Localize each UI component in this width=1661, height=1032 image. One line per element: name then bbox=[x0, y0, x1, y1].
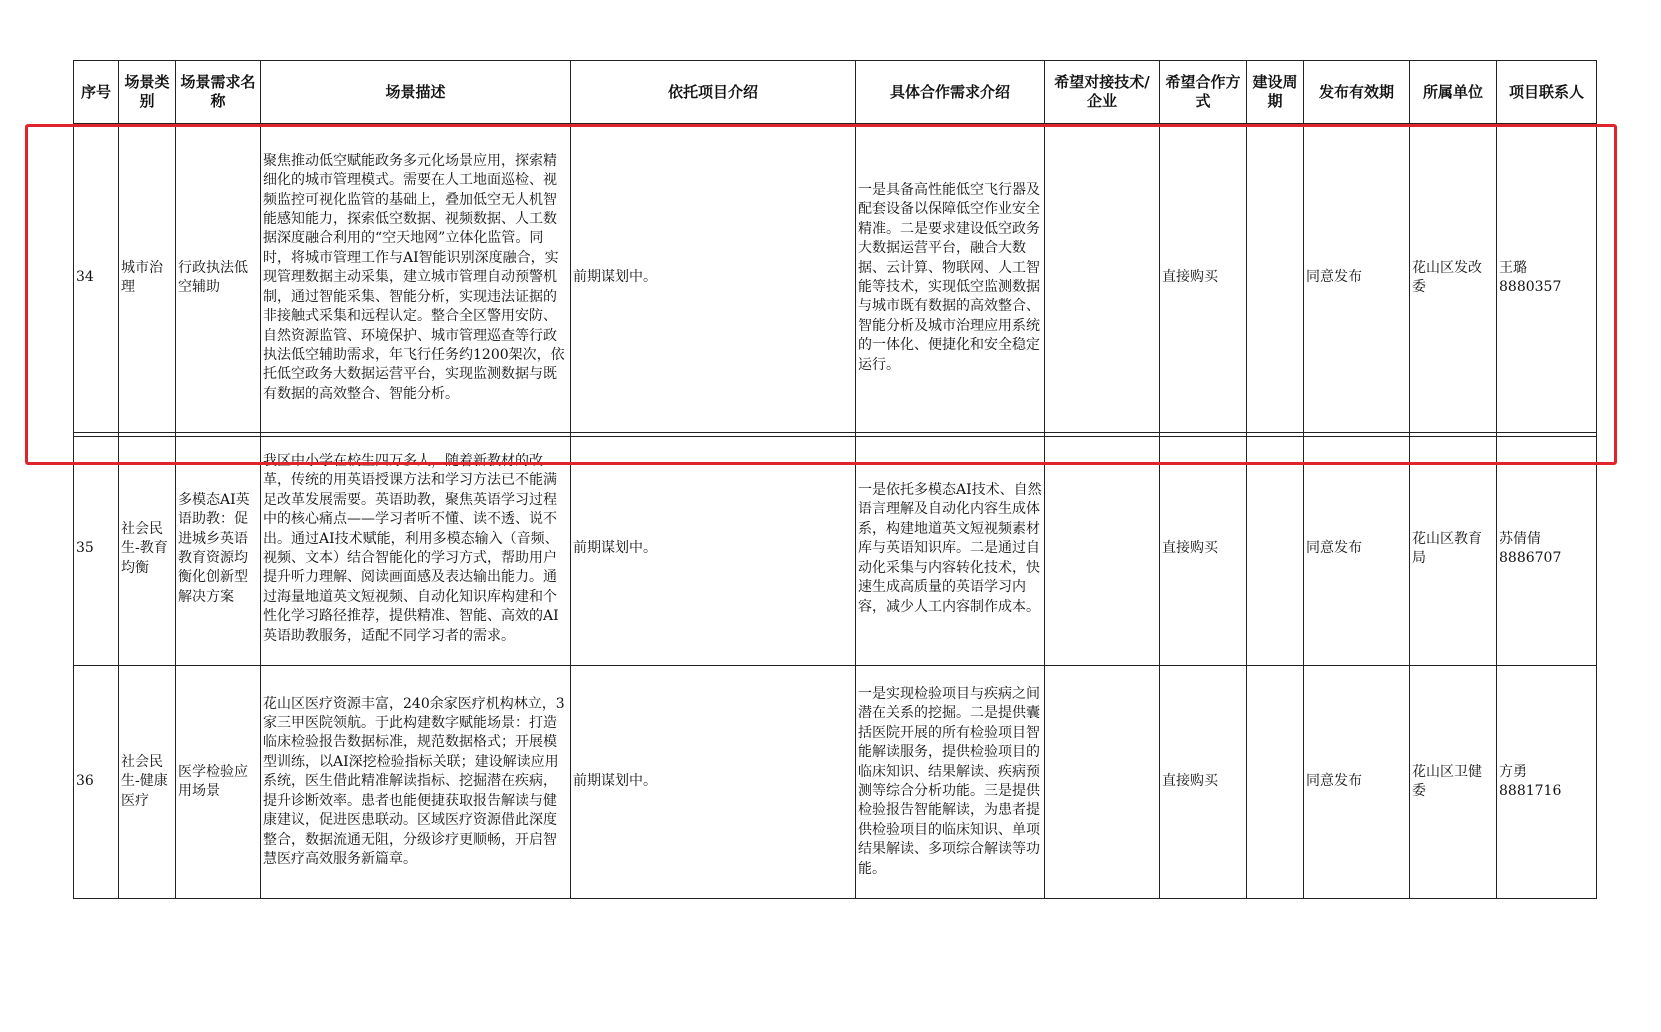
header-period: 建设周期 bbox=[1247, 61, 1304, 124]
cell-cooperation: 一是实现检验项目与疾病之间潜在关系的挖掘。二是提供囊括医院开展的所有检验项目智能解读服务，提供检验项目的临床知识、结果解读、疾病预测等综合分析功能。三是提供检验报告智能解读，为患者提供检验项目的临床知识、单项结果解读、多项综合解读等功能。 bbox=[856, 666, 1045, 899]
table-row bbox=[74, 124, 1597, 433]
cell-validity: 同意发布 bbox=[1304, 124, 1410, 433]
header-validity: 发布有效期 bbox=[1304, 61, 1410, 124]
cell-category: 城市治理 bbox=[119, 124, 176, 433]
cell-tech bbox=[1045, 666, 1160, 899]
contact-phone: 8880357 bbox=[1499, 279, 1562, 295]
cell-mode: 直接购买 bbox=[1160, 124, 1247, 433]
contact-phone: 8886707 bbox=[1499, 550, 1562, 566]
header-description: 场景描述 bbox=[261, 61, 571, 124]
cell-unit: 花山区发改委 bbox=[1410, 124, 1497, 433]
cell-seq: 35 bbox=[74, 433, 119, 666]
header-unit: 所属单位 bbox=[1410, 61, 1497, 124]
cell-description: 我区中小学在校生四万多人，随着新教材的改革，传统的用英语授课方法和学习方法已不能满足改革发展需要。英语助教，聚焦英语学习过程中的核心痛点——学习者听不懂、读不透、说不出。通过AI技术赋能，利用多模态输入（音频、视频、文本）结合智能化的学习方式，帮助用户提升听力理解、阅读画面感及表达输出能力。通过海量地道英文短视频、自动化知识库构建和个性化学习路径推荐，提供精准、智能、高效的AI英语助教服务，适配不同学习者的需求。 bbox=[261, 433, 571, 666]
scenario-table bbox=[73, 60, 1597, 899]
header-tech: 希望对接技术/企业 bbox=[1045, 61, 1160, 124]
cell-unit: 花山区教育局 bbox=[1410, 433, 1497, 666]
cell-period bbox=[1247, 433, 1304, 666]
cell-validity: 同意发布 bbox=[1304, 666, 1410, 899]
cell-unit: 花山区卫健委 bbox=[1410, 666, 1497, 899]
header-seq: 序号 bbox=[74, 61, 119, 124]
cell-project: 前期谋划中。 bbox=[571, 124, 856, 433]
header-category: 场景类别 bbox=[119, 61, 176, 124]
header-name: 场景需求名称 bbox=[176, 61, 261, 124]
contact-name: 苏倩倩 bbox=[1499, 530, 1541, 547]
cell-cooperation: 一是依托多模态AI技术、自然语言理解及自动化内容生成体系，构建地道英文短视频素材库与英语知识库。二是通过自动化采集与内容转化技术，快速生成高质量的英语学习内容，减少人工内容制作成本。 bbox=[856, 433, 1045, 666]
cell-validity: 同意发布 bbox=[1304, 433, 1410, 666]
cell-seq: 36 bbox=[74, 666, 119, 899]
header-cooperation: 具体合作需求介绍 bbox=[856, 61, 1045, 124]
contact-name: 王璐 bbox=[1499, 259, 1527, 276]
header-project: 依托项目介绍 bbox=[571, 61, 856, 124]
cell-category: 社会民生-健康医疗 bbox=[119, 666, 176, 899]
cell-tech bbox=[1045, 124, 1160, 433]
cell-name: 行政执法低空辅助 bbox=[176, 124, 261, 433]
cell-contact bbox=[1497, 666, 1597, 899]
contact-name: 方勇 bbox=[1499, 763, 1527, 780]
header-mode: 希望合作方式 bbox=[1160, 61, 1247, 124]
header-row bbox=[74, 61, 1597, 124]
cell-description: 聚焦推动低空赋能政务多元化场景应用，探索精细化的城市管理模式。需要在人工地面巡检、视频监控可视化监管的基础上，叠加低空无人机智能感知能力，探索低空数据、视频数据、人工数据深度融合利用的“空天地网”立体化监管。同时，将城市管理工作与AI智能识别深度融合，实现管理数据主动采集，建立城市管理自动预警机制，通过智能采集、智能分析，实现违法证据的非接触式采集和远程认定。整合全区警用安防、自然资源监管、环境保护、城市管理巡查等行政执法低空辅助需求，年飞行任务约1200架次，依托低空政务大数据运营平台，实现监测数据与既有数据的高效整合、智能分析。 bbox=[261, 124, 571, 433]
cell-contact bbox=[1497, 433, 1597, 666]
table-row bbox=[74, 666, 1597, 899]
row-divider bbox=[73, 436, 1596, 437]
cell-mode: 直接购买 bbox=[1160, 666, 1247, 899]
table-row bbox=[74, 433, 1597, 666]
header-contact: 项目联系人 bbox=[1497, 61, 1597, 124]
cell-name: 医学检验应用场景 bbox=[176, 666, 261, 899]
cell-period bbox=[1247, 124, 1304, 433]
cell-category: 社会民生-教育均衡 bbox=[119, 433, 176, 666]
cell-project: 前期谋划中。 bbox=[571, 433, 856, 666]
cell-project: 前期谋划中。 bbox=[571, 666, 856, 899]
cell-contact bbox=[1497, 124, 1597, 433]
contact-phone: 8881716 bbox=[1499, 783, 1562, 799]
cell-period bbox=[1247, 666, 1304, 899]
cell-description: 花山区医疗资源丰富，240余家医疗机构林立，3家三甲医院领航。于此构建数字赋能场景：打造临床检验报告数据标准，规范数据格式；开展模型训练，以AI深挖检验指标关联；建设解读应用系统，医生借此精准解读指标、挖掘潜在疾病，提升诊断效率。患者也能便捷获取报告解读与健康建议，促进医患联动。区域医疗资源借此深度整合，数据流通无阻，分级诊疗更顺畅，开启智慧医疗高效服务新篇章。 bbox=[261, 666, 571, 899]
cell-seq: 34 bbox=[74, 124, 119, 433]
cell-cooperation: 一是具备高性能低空飞行器及配套设备以保障低空作业安全精准。二是要求建设低空政务大数据运营平台，融合大数据、云计算、物联网、人工智能等技术，实现低空监测数据与城市既有数据的高效整合、智能分析及城市治理应用系统的一体化、便捷化和安全稳定运行。 bbox=[856, 124, 1045, 433]
cell-tech bbox=[1045, 433, 1160, 666]
cell-mode: 直接购买 bbox=[1160, 433, 1247, 666]
cell-name: 多模态AI英语助教：促进城乡英语教育资源均衡化创新型解决方案 bbox=[176, 433, 261, 666]
